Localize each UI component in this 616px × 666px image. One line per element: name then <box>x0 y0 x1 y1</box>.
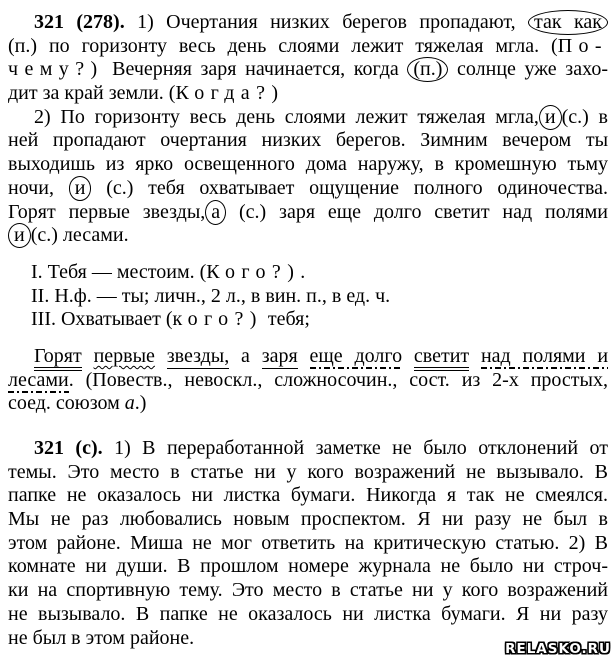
underlined-word: звезды, <box>166 344 230 367</box>
spaced-question-word: Когда?) <box>175 82 285 105</box>
text-line <box>8 392 608 416</box>
text-line <box>8 82 608 106</box>
text-line <box>8 224 608 248</box>
text-line <box>8 58 608 82</box>
circled-word: и <box>539 105 562 130</box>
text-segment: 1) В переработанной заметке не было отклонений от <box>102 437 608 459</box>
exercise-number: 321 (278). <box>34 11 125 33</box>
ex321-278-item1 <box>8 11 608 106</box>
text-segment: дит за край земли. ( <box>8 82 176 105</box>
circled-word: а <box>205 200 226 225</box>
text-segment: (с.) в <box>561 105 608 128</box>
underlined-word: светит <box>414 345 469 371</box>
text-segment <box>82 345 94 367</box>
circled-word: и <box>69 176 92 201</box>
text-segment <box>155 345 167 367</box>
text-segment: . (Повеств., невоскл., сложносочин., сост. из 2-х простых, <box>68 368 608 391</box>
text-line <box>8 461 608 485</box>
text-segment: комнате ни души. В прошлом номере журнала не было ни строч- <box>8 555 608 578</box>
text-line <box>8 153 608 177</box>
text-segment: а <box>229 344 262 367</box>
morph-analysis-list <box>31 261 608 332</box>
text-segment: (с.) тебя охватывает ощущение полного одиночества. <box>91 176 608 199</box>
text-line <box>31 261 608 285</box>
spaced-question-word: По- <box>557 34 608 57</box>
text-line <box>8 437 608 461</box>
circled-word: так как <box>528 10 608 35</box>
text-line <box>8 35 608 59</box>
text-line <box>31 285 608 309</box>
text-segment: II. Н.ф. — ты; личн., 2 л., в вин. п., в ед. ч. <box>31 284 391 307</box>
text-line <box>8 579 608 603</box>
underlined-word: еще долго <box>309 344 403 367</box>
spaced-question-word: кого?) <box>172 308 263 331</box>
text-segment: ней пропадают очертания низких берегов. Зимним вечером ты <box>8 129 608 152</box>
text-segment <box>298 345 310 367</box>
underlined-word: лесами <box>8 368 69 391</box>
ex321-278-item2 <box>8 106 608 248</box>
text-line <box>8 177 608 201</box>
text-segment: этом районе. Миша не мог ответить на критическую статью. 2) В <box>8 531 608 554</box>
spaced-question-word: Кого?) <box>206 260 301 283</box>
text-line <box>8 603 608 627</box>
text-segment: не вызывало. В папке не оказалось ни листка бумаги. Я ни разу <box>8 602 608 625</box>
spaced-question-word: чему?) <box>8 58 104 81</box>
text-line <box>8 532 608 556</box>
text-segment: (с.) заря еще долго светит над полями <box>226 200 608 223</box>
circled-word: (п.) <box>407 57 448 82</box>
text-line <box>8 508 608 532</box>
text-segment: Горят первые звезды, <box>8 200 206 223</box>
text-segment: (п.) по горизонту весь день слоями лежит тяжелая мгла. ( <box>8 34 558 57</box>
text-segment: соед. союзом <box>8 392 125 415</box>
text-segment: . <box>300 260 306 283</box>
text-segment <box>402 345 414 367</box>
text-segment: темы. Это место в статье ни у кого возражений не вызывало. В <box>8 460 608 483</box>
italic-word: а <box>124 392 135 415</box>
text-segment: I. Тебя — местоим. ( <box>31 260 207 283</box>
text-segment: III. Охватывает ( <box>31 308 173 331</box>
text-segment: .) <box>134 392 147 415</box>
text-segment: (с.) лесами. <box>30 224 129 247</box>
text-line <box>8 11 608 35</box>
text-segment: 1) Очертания низких берегов пропадают, <box>124 11 529 33</box>
text-segment: 2) По горизонту весь день слоями лежит тяжелая мгла, <box>34 105 539 128</box>
text-line <box>8 345 608 369</box>
syntax-analysis-sentence <box>8 345 608 416</box>
text-line <box>8 106 608 130</box>
text-segment: ки на спортивную тему. Это место в статье ни у кого возражений <box>8 579 608 602</box>
text-line <box>8 555 608 579</box>
text-line <box>8 484 608 508</box>
text-line <box>31 308 608 332</box>
site-watermark: RELASKO.RU <box>505 641 611 658</box>
ex321-c <box>8 437 608 650</box>
text-line <box>8 369 608 393</box>
text-segment: выходишь из ярко освещенного дома наружу, в кромешную тьму <box>8 153 608 176</box>
underlined-word: заря <box>261 344 298 367</box>
text-segment <box>469 345 481 367</box>
underlined-word: первые <box>93 344 155 367</box>
text-segment: Вечерняя заря начинается, когда <box>103 58 408 81</box>
exercise-number: 321 (с). <box>34 437 103 459</box>
text-segment: папке не оказалось ни листка бумаги. Никогда я так не смеялся. <box>8 484 608 507</box>
text-line <box>8 129 608 153</box>
text-segment: солнце уже захо- <box>448 58 608 81</box>
text-line <box>8 201 608 225</box>
text-segment: ночи, <box>8 176 69 199</box>
text-segment: не был в этом районе. <box>8 626 195 649</box>
underlined-word: над полями и <box>480 344 609 367</box>
text-segment: Мы не раз любовались новым проспектом. Я ни разу не был в <box>8 508 608 531</box>
circled-word: и <box>8 223 31 248</box>
underlined-word: Горят <box>34 345 82 371</box>
text-segment: тебя; <box>262 308 310 331</box>
